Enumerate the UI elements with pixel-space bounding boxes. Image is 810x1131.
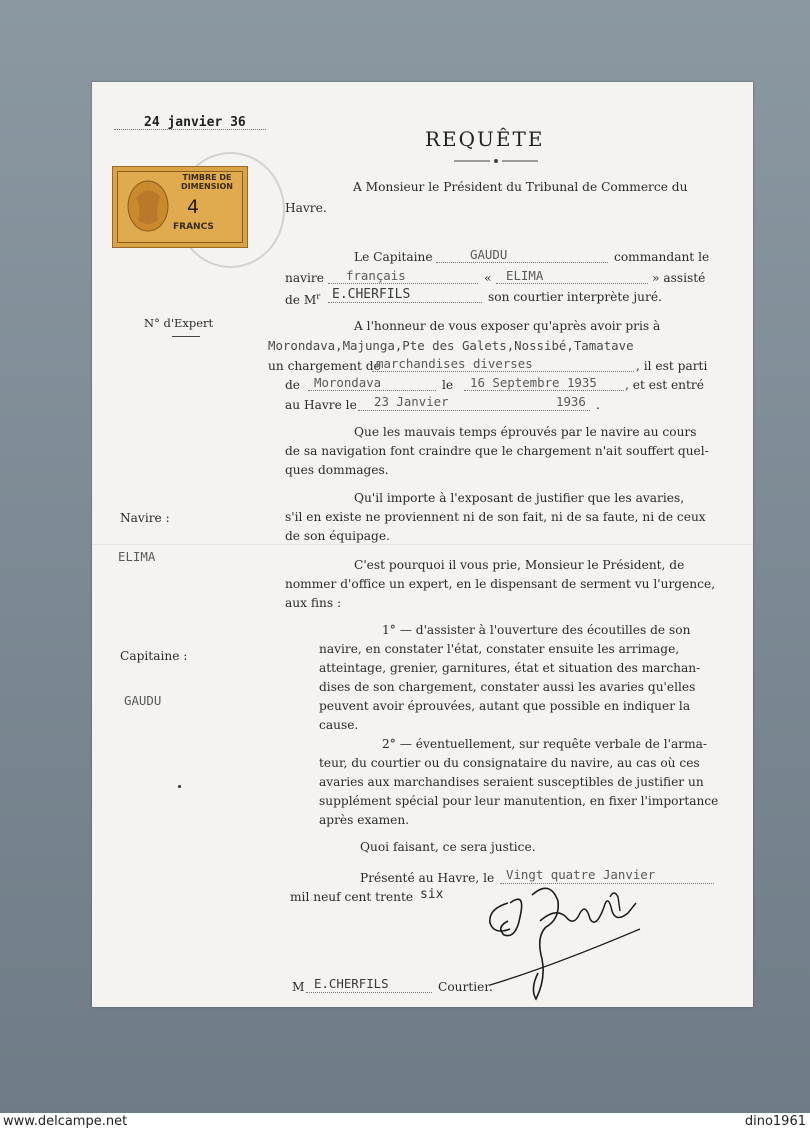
nationality-dots bbox=[328, 283, 478, 284]
navire-value: ELIMA bbox=[118, 549, 156, 564]
courtier-name: E.CHERFILS bbox=[314, 976, 389, 991]
navire-word: navire bbox=[285, 271, 324, 285]
broker-name: E.CHERFILS bbox=[332, 287, 411, 302]
page-title: REQUÊTE bbox=[425, 127, 545, 151]
point1-line-3: atteintage, grenier, garnitures, état et situation des marchan- bbox=[319, 661, 701, 675]
title-ornament bbox=[454, 158, 538, 164]
honneur-text: A l'honneur de vous exposer qu'après avoir pris à bbox=[354, 319, 661, 333]
prie-line-1: C'est pourquoi il vous prie, Monsieur le Président, de bbox=[354, 558, 685, 572]
expert-rule bbox=[172, 336, 200, 337]
point1-line-5: peuvent avoir éprouvées, autant que possible en indiquer la bbox=[319, 699, 691, 713]
parti-text: , il est parti bbox=[636, 359, 708, 373]
entre-text: , et est entré bbox=[625, 378, 704, 392]
shipname-dots bbox=[496, 283, 648, 284]
broker-role: son courtier interprète juré. bbox=[488, 290, 662, 304]
point1-line-4: dises de son chargement, constater aussi les avaries qu'elles bbox=[319, 680, 696, 694]
ship-name: ELIMA bbox=[506, 268, 544, 283]
expert-label: N° d'Expert bbox=[144, 316, 214, 330]
stamp-line-1: TIMBRE DE bbox=[182, 173, 232, 182]
mil-year: six bbox=[420, 887, 444, 902]
weather-line-3: ques dommages. bbox=[285, 463, 389, 477]
cargo-label: un chargement de bbox=[268, 359, 381, 373]
de-mr-word: de M bbox=[285, 293, 317, 308]
document-date: 24 janvier 36 bbox=[144, 115, 246, 130]
point2-line-5: après examen. bbox=[319, 813, 410, 827]
m-letter: M bbox=[292, 980, 305, 994]
site-watermark: www.delcampe.net bbox=[3, 1114, 128, 1129]
import-line-3: de son équipage. bbox=[285, 529, 390, 543]
cargo-description: marchandises diverses bbox=[376, 356, 533, 371]
point2-line-2: teur, du courtier ou du consignataire du navire, au cas où ces bbox=[319, 756, 700, 770]
from-dots bbox=[308, 390, 436, 391]
point1-line-2: navire, en constater l'état, constater ensuite les arrimage, bbox=[319, 642, 680, 656]
de-word: de bbox=[285, 378, 301, 392]
fold-crease bbox=[92, 544, 753, 546]
handwritten-signature bbox=[480, 877, 650, 1007]
point2-line-4: supplément spécial pour leur manutention, en fixer l'importance bbox=[319, 794, 719, 808]
justice-text: Quoi faisant, ce sera justice. bbox=[360, 840, 536, 854]
commanding-text: commandant le bbox=[614, 250, 710, 264]
point1-line-6: cause. bbox=[319, 718, 359, 732]
navire-label: Navire : bbox=[120, 511, 170, 525]
courtier-dots bbox=[306, 992, 432, 993]
arrival-period: . bbox=[596, 398, 600, 412]
capitaine-label: Capitaine : bbox=[120, 649, 188, 663]
prie-line-2: nommer d'office un expert, en le dispensant de serment vu l'urgence, bbox=[285, 577, 716, 591]
broker-dots bbox=[328, 302, 482, 303]
import-line-1: Qu'il importe à l'exposant de justifier que les avaries, bbox=[354, 491, 685, 505]
prie-line-3: aux fins : bbox=[285, 596, 342, 610]
addressee-line-1: A Monsieur le Président du Tribunal de Commerce du bbox=[353, 180, 688, 194]
le-word: le bbox=[442, 378, 454, 392]
ship-nationality: français bbox=[346, 268, 406, 283]
arrival-date: 23 Janvier bbox=[374, 394, 449, 409]
presente-date: Vingt quatre Janvier bbox=[506, 867, 656, 882]
depart-dots bbox=[464, 390, 624, 391]
point2-line-1: 2° — éventuellement, sur requête verbale de l'arma- bbox=[382, 737, 708, 751]
assiste-text: » assisté bbox=[652, 271, 706, 285]
document-page bbox=[92, 82, 753, 1007]
stamp-amount: 4 bbox=[187, 196, 200, 218]
weather-line-1: Que les mauvais temps éprouvés par le navire au cours bbox=[354, 425, 697, 439]
au-havre-text: au Havre le bbox=[285, 398, 357, 412]
ink-speck bbox=[178, 785, 181, 788]
import-line-2: s'il en existe ne proviennent ni de son fait, ni de sa faute, ni de ceux bbox=[285, 510, 706, 524]
presente-text: Présenté au Havre, le bbox=[360, 871, 495, 885]
watermark-footer bbox=[0, 1113, 810, 1131]
arrival-year: 1936 bbox=[556, 394, 586, 409]
cargo-dots bbox=[372, 371, 634, 372]
captain-name: GAUDU bbox=[470, 247, 508, 262]
addressee-line-2: Havre. bbox=[285, 201, 327, 215]
de-mr-text bbox=[285, 290, 320, 307]
capitaine-value: GAUDU bbox=[124, 693, 162, 708]
point1-line-1: 1° — d'assister à l'ouverture des écoutilles de son bbox=[382, 623, 691, 637]
stamp-currency: FRANCS bbox=[173, 222, 214, 232]
captain-dots bbox=[436, 262, 608, 263]
seller-watermark: dino1961 bbox=[744, 1114, 806, 1129]
weather-line-2: de sa navigation font craindre que le chargement n'ait souffert quel- bbox=[285, 444, 709, 458]
mil-text: mil neuf cent trente bbox=[290, 890, 414, 904]
fiscal-stamp bbox=[112, 166, 248, 248]
arrival-dots bbox=[358, 410, 590, 411]
departure-port: Morondava bbox=[314, 375, 382, 390]
mr-superscript: r bbox=[316, 292, 321, 301]
point2-line-3: avaries aux marchandises seraient susceptibles de justifier un bbox=[319, 775, 704, 789]
loading-ports: Morondava,Majunga,Pte des Galets,Nossibé,Tamatave bbox=[268, 338, 634, 353]
captain-label: Le Capitaine bbox=[354, 250, 433, 264]
courtier-label: Courtier. bbox=[438, 980, 493, 994]
stamp-line-2: DIMENSION bbox=[181, 182, 233, 191]
quote-open: « bbox=[484, 271, 492, 285]
departure-date: 16 Septembre 1935 bbox=[470, 375, 597, 390]
